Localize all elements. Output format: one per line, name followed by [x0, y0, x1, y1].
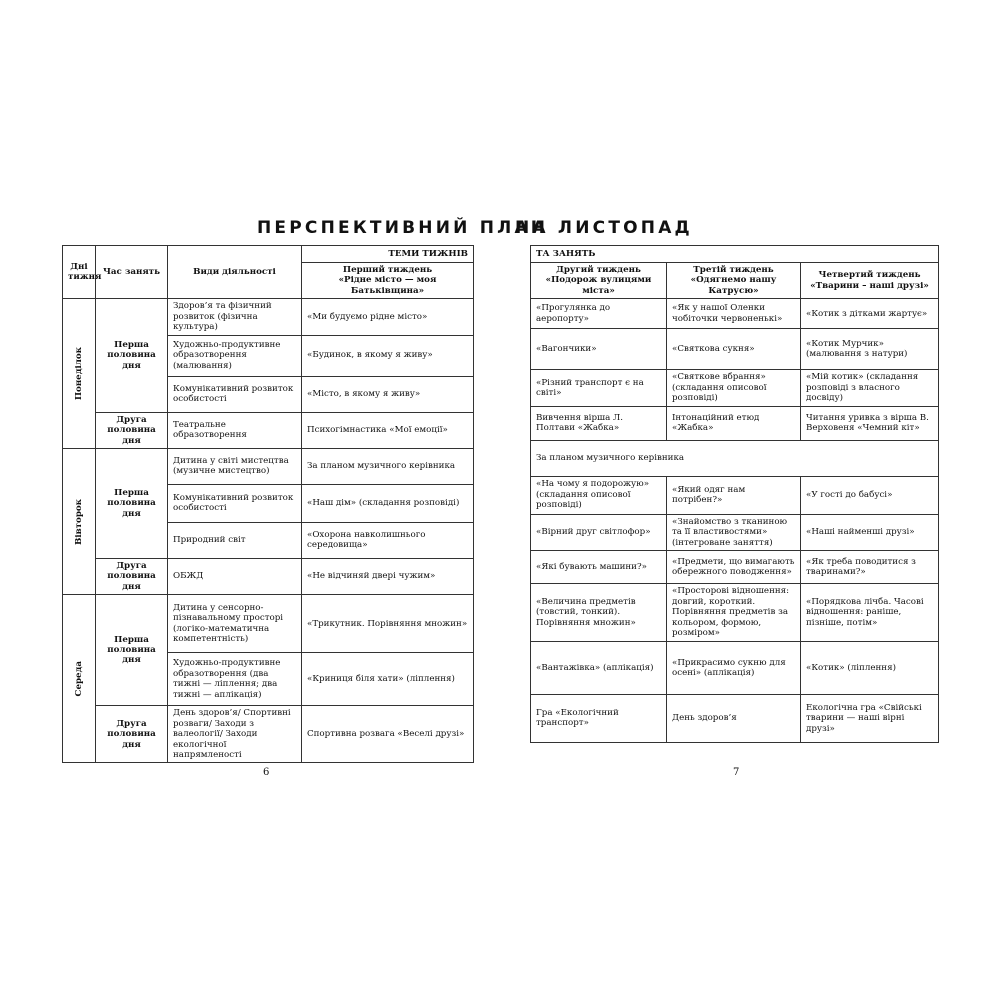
header-top-right: ТА ЗАНЯТЬ — [531, 246, 939, 263]
week1-cell: «Трикутник. Порівняння множин» — [302, 595, 474, 653]
activity-cell: Комунікативний розвиток особистості — [168, 376, 302, 412]
day-wednesday: Середа — [63, 595, 96, 763]
header-week2 — [531, 263, 667, 299]
week4-cell: «Мій котик» (складання розповіді з власного досвіду) — [801, 370, 939, 406]
week2-label: Другий тиждень — [556, 265, 641, 275]
header-time: Час занять — [96, 246, 168, 299]
week3-label: Третій тиждень — [693, 265, 774, 275]
week3-cell: «Предмети, що вимагають обережного поводження» — [667, 550, 801, 583]
week1-cell: «Наш дім» (складання розповіді) — [302, 484, 474, 522]
week3-theme: «Одягнемо нашу Катрусю» — [690, 275, 777, 296]
week3-cell: «Який одяг нам потрібен?» — [667, 476, 801, 514]
week4-cell: «Як треба поводитися з тваринами?» — [801, 550, 939, 583]
activity-cell: Дитина у сенсорно-пізнавальному просторі (логіко-математична компетентність) — [168, 595, 302, 653]
week3-cell: «Святкова сукня» — [667, 329, 801, 370]
page-number-left: 6 — [263, 767, 270, 778]
activity-cell: Природний світ — [168, 522, 302, 558]
week4-cell: «Котик з дітками жартує» — [801, 299, 939, 329]
week4-label: Четвертий тиждень — [818, 270, 921, 281]
page-number-right: 7 — [733, 767, 740, 778]
activity-cell: Здоров’я та фізичний розвиток (фізична культура) — [168, 299, 302, 335]
week1-label: Перший тиждень — [342, 265, 433, 275]
week1-cell: «Криниця біля хати» (ліплення) — [302, 653, 474, 706]
time-second-half: Друга половина дня — [96, 558, 168, 594]
week4-cell: Читання уривка з вірша В. Верховеня «Чемний кіт» — [801, 406, 939, 440]
day-monday: Понеділок — [63, 299, 96, 449]
activity-cell: Художньо-продуктивне образотворення (малювання) — [168, 335, 302, 376]
week1-cell: «Будинок, в якому я живу» — [302, 335, 474, 376]
activity-cell: ОБЖД — [168, 558, 302, 594]
week1-theme: «Рідне місто — моя Батьківщина» — [338, 275, 437, 296]
week2-cell: Вивчення вірша Л. Полтави «Жабка» — [531, 406, 667, 440]
time-first-half: Перша половина дня — [96, 448, 168, 558]
week3-cell: «Просторові відношення: довгий, короткий. Порівняння предметів за кольором, формою, розміром» — [667, 583, 801, 641]
activity-cell: Дитина у світі мистецтва (музичне мистецтво) — [168, 448, 302, 484]
day-tuesday: Вівторок — [63, 448, 96, 594]
header-activity: Види діяльності — [168, 246, 302, 299]
week1-cell: «Не відчиняй двері чужим» — [302, 558, 474, 594]
week1-cell: «Охорона навколишнього середовища» — [302, 522, 474, 558]
header-week4 — [801, 263, 939, 299]
week4-cell: «Котик Мурчик» (малювання з натури) — [801, 329, 939, 370]
week1-cell: За планом музичного керівника — [302, 448, 474, 484]
header-week1 — [302, 263, 474, 299]
week3-cell: День здоров’я — [667, 694, 801, 742]
week3-cell: Інтонаційний етюд «Жабка» — [667, 406, 801, 440]
music-plan-cell: За планом музичного керівника — [531, 440, 939, 476]
week3-cell: «Святкове вбрання» (складання описової розповіді) — [667, 370, 801, 406]
week1-cell: «Ми будуємо рідне місто» — [302, 299, 474, 335]
activity-cell: Театральне образотворення — [168, 412, 302, 448]
header-week3 — [667, 263, 801, 299]
week4-cell: «У гості до бабусі» — [801, 476, 939, 514]
week1-cell: Психогімнастика «Мої емоції» — [302, 412, 474, 448]
plan-table-left — [62, 245, 474, 763]
week3-cell: «Прикрасимо сукню для осені» (аплікація) — [667, 641, 801, 694]
header-themes: ТЕМИ ТИЖНІВ — [302, 246, 474, 263]
week1-cell: «Місто, в якому я живу» — [302, 376, 474, 412]
title-right: НА ЛИСТОПАД — [515, 218, 693, 238]
week2-cell: «Величина предметів (товстий, тонкий). Порівняння множин» — [531, 583, 667, 641]
week4-cell: «Котик» (ліплення) — [801, 641, 939, 694]
week4-theme: «Тварини – наші друзі» — [810, 280, 929, 291]
time-second-half: Друга половина дня — [96, 706, 168, 763]
week3-cell: «Знайомство з тканиною та її властивостями» (інтегроване заняття) — [667, 514, 801, 550]
week2-theme: «Подорож вулицями міста» — [545, 275, 652, 296]
title-left: ПЕРСПЕКТИВНИЙ ПЛАН — [257, 218, 549, 238]
week2-cell: «Прогулянка до аеропорту» — [531, 299, 667, 329]
week2-cell: «На чому я подорожую» (складання описової розповіді) — [531, 476, 667, 514]
time-second-half: Друга половина дня — [96, 412, 168, 448]
week2-cell: «Вантажівка» (аплікація) — [531, 641, 667, 694]
time-first-half: Перша половина дня — [96, 595, 168, 706]
week2-cell: «Вагончики» — [531, 329, 667, 370]
week3-cell: «Як у нашої Оленки чобіточки червоненькі» — [667, 299, 801, 329]
week2-cell: Гра «Екологічний транспорт» — [531, 694, 667, 742]
week4-cell: «Порядкова лічба. Часові відношення: раніше, пізніше, потім» — [801, 583, 939, 641]
activity-cell: Комунікативний розвиток особистості — [168, 484, 302, 522]
activity-cell: День здоров’я/ Спортивні розваги/ Заходи з валеології/ Заходи екологічної напрямленості — [168, 706, 302, 763]
plan-table-right — [530, 245, 939, 743]
week4-cell: «Наші найменші друзі» — [801, 514, 939, 550]
time-first-half: Перша половина дня — [96, 299, 168, 412]
activity-cell: Художньо-продуктивне образотворення (два тижні — ліплення; два тижні — аплікація) — [168, 653, 302, 706]
week1-cell: Спортивна розвага «Веселі друзі» — [302, 706, 474, 763]
week2-cell: «Вірний друг світлофор» — [531, 514, 667, 550]
week2-cell: «Різний транспорт є на світі» — [531, 370, 667, 406]
week2-cell: «Які бувають машини?» — [531, 550, 667, 583]
week4-cell: Екологічна гра «Свійські тварини — наші вірні друзі» — [801, 694, 939, 742]
header-days: Дні тижня — [63, 246, 96, 299]
